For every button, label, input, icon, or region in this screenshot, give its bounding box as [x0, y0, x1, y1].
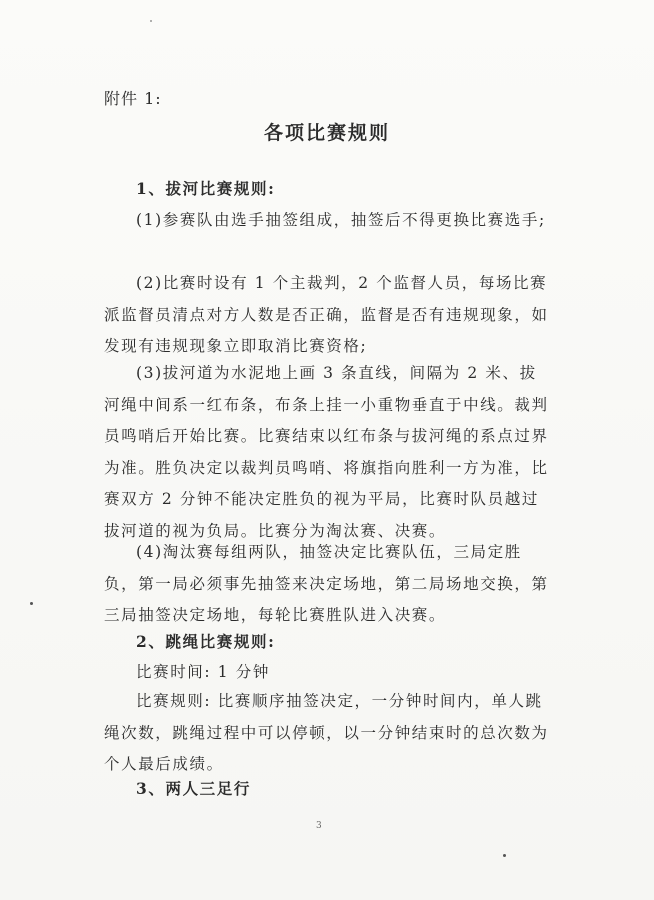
section-1-paragraph-1: (1)参赛队由选手抽签组成，抽签后不得更换比赛选手; — [136, 211, 546, 229]
section-1-paragraph-2: (2)比赛时设有 1 个主裁判，2 个监督人员，每场比赛派监督员清点对方人数是否正确，监督是否有违规现象，如发现有违规现象立即取消比赛资格; — [104, 274, 549, 355]
section-1-heading: 1、拔河比赛规则: — [136, 179, 276, 198]
scan-speck — [30, 602, 33, 605]
scan-speck — [150, 20, 152, 22]
section-1-paragraph-4: (4)淘汰赛每组两队，抽签决定比赛队伍，三局定胜负，第一局必须事先抽签来决定场地，第二局场地交换，第三局抽签决定场地，每轮比赛胜队进入决赛。 — [104, 543, 549, 624]
section-1-paragraph-3: (3)拔河道为水泥地上画 3 条直线，间隔为 2 米、拔河绳中间系一红布条，布条上挂一小重物垂直于中线。裁判员鸣哨后开始比赛。比赛结束以红布条与拔河绳的系点过界为准。胜负决定以裁判员鸣哨、将旗指向胜利一方为准，比赛双方 2 分钟不能决定胜负的视为平局，比赛时队员越过拔河道的视为负局。比赛分为淘汰赛、决赛。 — [104, 364, 549, 540]
section-2-heading: 2、跳绳比赛规则: — [136, 632, 276, 651]
document-title: 各项比赛规则 — [263, 122, 390, 144]
section-2-time: 比赛时间: 1 分钟 — [136, 663, 270, 681]
section-3-heading: 3、两人三足行 — [136, 779, 251, 798]
page-number: 3 — [316, 821, 322, 831]
scan-speck — [503, 854, 506, 857]
annex-label: 附件 1: — [104, 89, 162, 108]
section-2-rule: 比赛规则: 比赛顺序抽签决定，一分钟时间内，单人跳绳次数，跳绳过程中可以停顿，以一分钟结束时的总次数为个人最后成绩。 — [104, 692, 549, 773]
